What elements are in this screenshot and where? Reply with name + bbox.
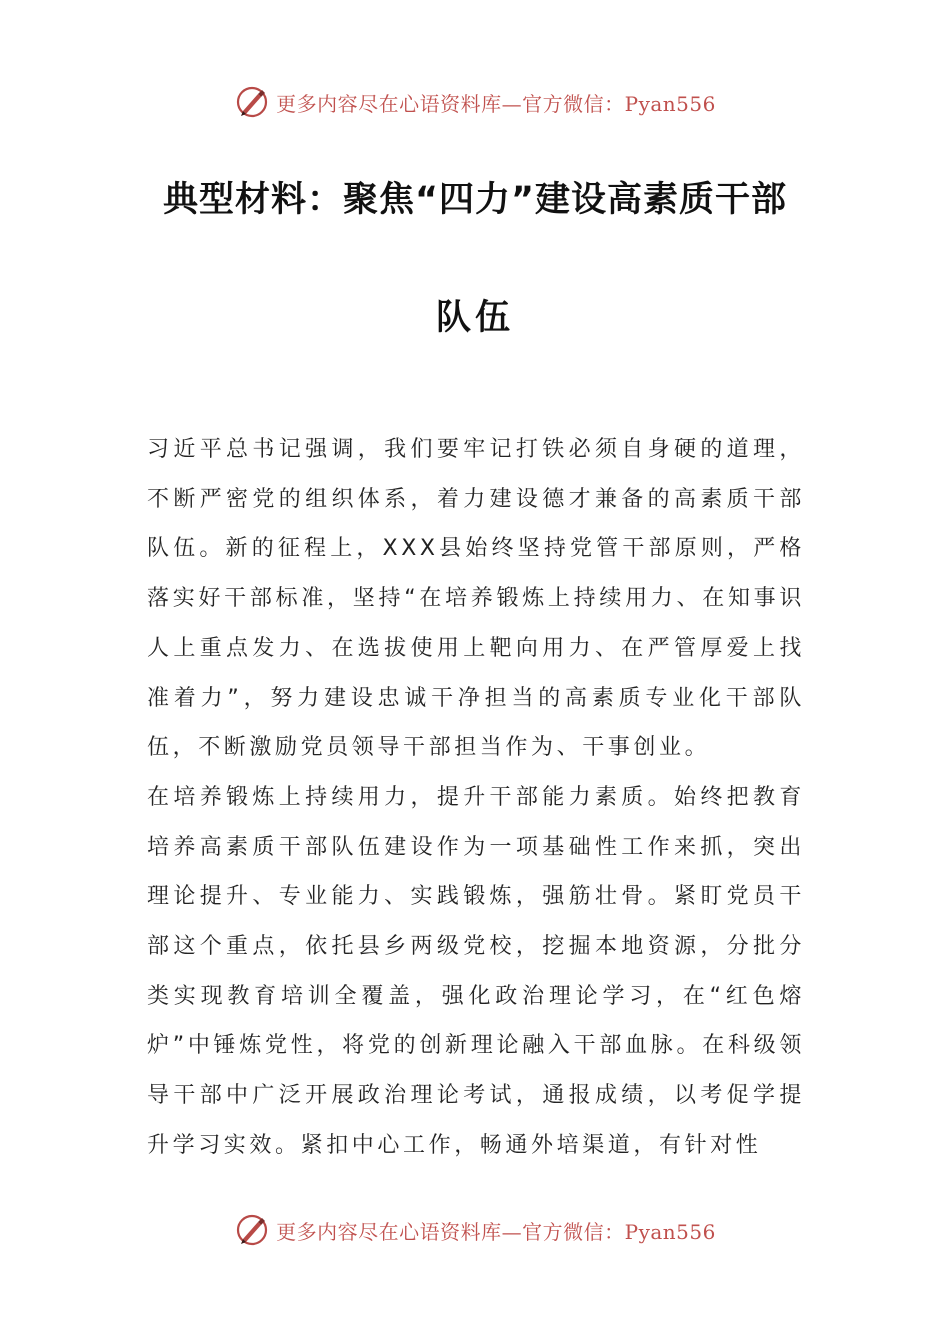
document-title-line-1: 典型材料：聚焦“四力”建设高素质干部	[162, 180, 787, 220]
header-watermark-banner	[0, 82, 950, 122]
pen-logo-icon	[234, 1212, 270, 1248]
pen-logo-icon	[234, 84, 270, 120]
body-paragraph-2: 在培养锻炼上持续用力，提升干部能力素质。始终把教育培养高素质干部队伍建设作为一项基础性工作来抓，突出理论提升、专业能力、实践锻炼，强筋壮骨。紧盯党员干部这个重点，依托县乡两级党校，挖掘本地资源，分批分类实现教育培训全覆盖，强化政治理论学习，在“红色熔炉”中锤炼党性，将党的创新理论融入干部血脉。在科级领导干部中广泛开展政治理论考试，通报成绩，以考促学提升学习实效。紧扣中心工作，畅通外培渠道，有针对性	[147, 784, 805, 1158]
footer-watermark-banner	[0, 1210, 950, 1250]
body-paragraph-1: 习近平总书记强调，我们要牢记打铁必须自身硬的道理，不断严密党的组织体系，着力建设德才兼备的高素质干部队伍。新的征程上，XXX县始终坚持党管干部原则，严格落实好干部标准，坚持“在培养锻炼上持续用力、在知事识人上重点发力、在选拔使用上靶向用力、在严管厚爱上找准着力”，努力建设忠诚干净担当的高素质专业化干部队伍，不断激励党员领导干部担当作为、干事创业。	[147, 437, 805, 761]
document-title-line-2: 队伍	[435, 298, 514, 338]
footer-watermark-text: 更多内容尽在心语资料库—官方微信：Pyan556	[276, 1219, 716, 1244]
header-watermark-text: 更多内容尽在心语资料库—官方微信：Pyan556	[276, 91, 716, 116]
document-body	[147, 425, 805, 1171]
